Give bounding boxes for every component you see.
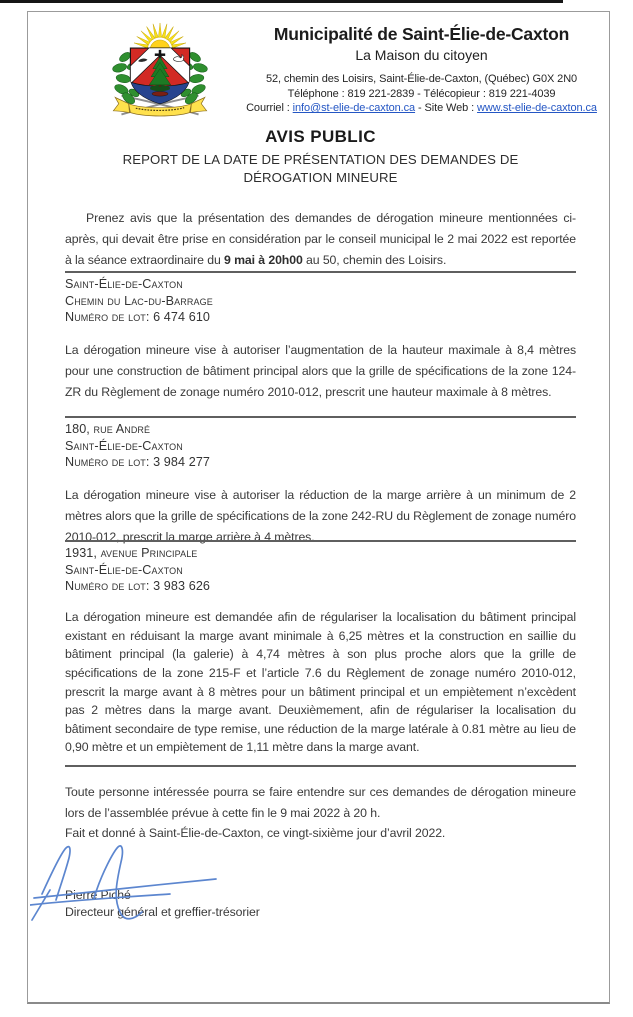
intro-date-bold: 9 mai à 20h00: [224, 253, 303, 268]
request-2-body: La dérogation mineure vise à autoriser la réduction de la marge arrière à un minimum de 2 mètres alors que la grille de spécifications de la zone 242-RU du Règlement de zonage numéro 2010-012, prescrit la marge arrière à 4 mètres.: [65, 488, 576, 545]
fish-icon: [152, 91, 168, 96]
org-subtitle: La Maison du citoyen: [355, 47, 488, 63]
request-1-address: [65, 276, 576, 326]
notice-heading: [65, 127, 576, 186]
address-line: Saint-Élie-de-Caxton: [65, 438, 183, 453]
scan-artifact-line: [0, 0, 563, 3]
address-line: Chemin du Lac-du-Barrage: [65, 293, 213, 308]
hearing-notice: Toute personne intéressée pourra se faire entendre sur ces demandes de dérogation mineure lors de l’assemblée prévue à cette fin le 9 mai 2022 à 20 h.: [65, 785, 576, 821]
signer-name: Pierre Piché: [65, 888, 131, 902]
address-line: 1931, avenue Principale: [65, 546, 198, 560]
lot-number: Numéro de lot: 3 983 626: [65, 579, 211, 594]
website-link[interactable]: www.st-elie-de-caxton.ca: [477, 102, 597, 115]
lot-number: Numéro de lot: 6 474 610: [65, 310, 211, 325]
intro-text-end: au 50, chemin des Loisirs.: [302, 253, 447, 268]
dateline: Fait et donné à Saint-Élie-de-Caxton, ce vingt-sixième jour d’avril 2022.: [65, 826, 446, 840]
email-label: Courriel :: [246, 102, 293, 115]
address-line: 180, rue André: [65, 422, 151, 436]
request-1-body: La dérogation mineure vise à autoriser l’augmentation de la hauteur maximale à 8,4 mètres pour une construction de bâtiment principal alors que la grille de spécifications de la zone 124-ZR du Règlement de zonage numéro 2010-012, prescrit une hauteur maximale à 8 mètres.: [65, 343, 576, 400]
address-line: Saint-Élie-de-Caxton: [65, 562, 183, 577]
separator-line: [65, 765, 576, 767]
request-3-address: [65, 545, 576, 595]
intro-text: Prenez avis que la présentation des demandes de dérogation mineure mentionnées ci-après, qui devait être prise en considération par le conseil municipal le 2 mai 2022 est reportée à la séance extraordinaire du: [65, 211, 576, 268]
web-label: - Site Web :: [415, 102, 478, 115]
separator-line: [65, 416, 576, 418]
signer-title: Directeur général et greffier-trésorier: [65, 905, 260, 919]
notice-subtitle-line2: DÉROGATION MINEURE: [243, 169, 398, 185]
notice-subtitle: [65, 151, 576, 186]
org-address: 52, chemin des Loisirs, Saint-Élie-de-Caxton, (Québec) G0X 2N0: [265, 73, 578, 85]
request-3-body: La dérogation mineure est demandée afin de régulariser la localisation du bâtiment principal existant en réduisant la marge avant minimale à 6,25 mètres et la construction en saillie du bâtiment principal (la galerie) à 4,74 mètres à son plus proche alors que la grille de spécifications de la zone 215-F et l’article 7.6 du Règlement de zonage numéro 2010-012, prescrit la marge avant à 8 mètres pour un bâtiment principal et un empiètement n’excèdent pas 2 mètres dans la marge avant. Deuxièmement, afin de régulariser la localisation du bâtiment secondaire de type remise, une réduction de la marge latérale à 0.81 mètre au lieu de 0,90 mètre et un empiètement de 1,11 mètre dans la marge avant.: [65, 610, 576, 755]
letterhead: [233, 24, 610, 116]
intro-paragraph: [65, 208, 576, 271]
contact-block: [233, 72, 610, 116]
notice-subtitle-line1: REPORT DE LA DATE DE PRÉSENTATION DES DEMANDES DE: [122, 152, 519, 167]
request-2-address: [65, 421, 576, 471]
org-name: Municipalité de Saint-Élie-de-Caxton: [273, 24, 570, 44]
email-link[interactable]: info@st-elie-de-caxton.ca: [292, 102, 416, 115]
lot-number: Numéro de lot: 3 984 277: [65, 455, 211, 470]
separator-line: [65, 540, 576, 542]
org-links-line: [233, 101, 610, 116]
separator-line: [65, 271, 576, 273]
municipal-coat-of-arms-icon: [106, 14, 214, 118]
address-line: Saint-Élie-de-Caxton: [65, 277, 183, 291]
org-phone-fax: Téléphone : 819 221-2839 - Télécopieur : 819 221-4039: [287, 87, 556, 100]
notice-title: AVIS PUBLIC: [265, 127, 376, 146]
